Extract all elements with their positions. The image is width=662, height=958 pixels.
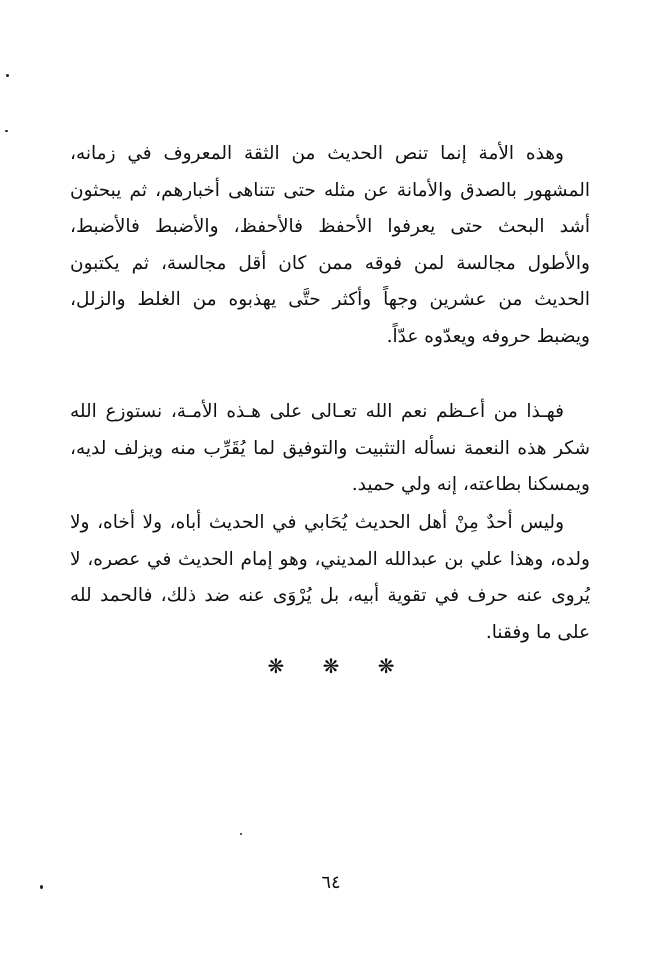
page-number: ٦٤ bbox=[321, 872, 341, 893]
separator-star-icon: ❋ bbox=[322, 654, 340, 678]
scan-speck bbox=[240, 833, 242, 835]
section-separator bbox=[0, 654, 662, 678]
paragraph-impartiality: وليس أحدٌ مِنْ أهل الحديث يُحَابي في الحديث أباه، ولا أخاه، ولا ولده، وهذا علي بن عبدالله المديني، وهو إمام الحديث في عصره، لا يُروى عنه حرف في تقوية أبيه، بل يُرْوَى عنه ضد ذلك، فالحمد لله على ما وفقنا. bbox=[70, 512, 590, 643]
separator-star-icon: ❋ bbox=[377, 654, 395, 678]
scan-speck bbox=[5, 130, 8, 132]
scan-speck bbox=[6, 74, 9, 77]
paragraph-narrator-verification: وهذه الأمة إنما تنص الحديث من الثقة المعروف في زمانه، المشهور بالصدق والأمانة عن مثله حتى تتناهى أخبارهم، ثم يبحثون أشد البحث حتى يعرفوا الأحفظ فالأحفظ، والأضبط فالأضبط، والأطول مجالسة لمن فوقه ممن كان أقل مجالسة، ثم يكتبون الحديث من عشرين وجهاً وأكثر حتَّى يهذبوه من الغلط والزلل، ويضبط حروفه ويعدّوه عدّاً. bbox=[70, 143, 590, 347]
separator-star-icon: ❋ bbox=[267, 654, 285, 678]
scan-speck bbox=[40, 885, 43, 889]
paragraph-blessing: فهـذا من أعـظم نعم الله تعـالى على هـذه الأمـة، نستوزع الله شكر هذه النعمة نسأله التثبيت والتوفيق لما يُقَرِّب منه ويزلف لديه، ويمسكنا بطاعته، إنه ولي حميد. bbox=[70, 401, 590, 495]
